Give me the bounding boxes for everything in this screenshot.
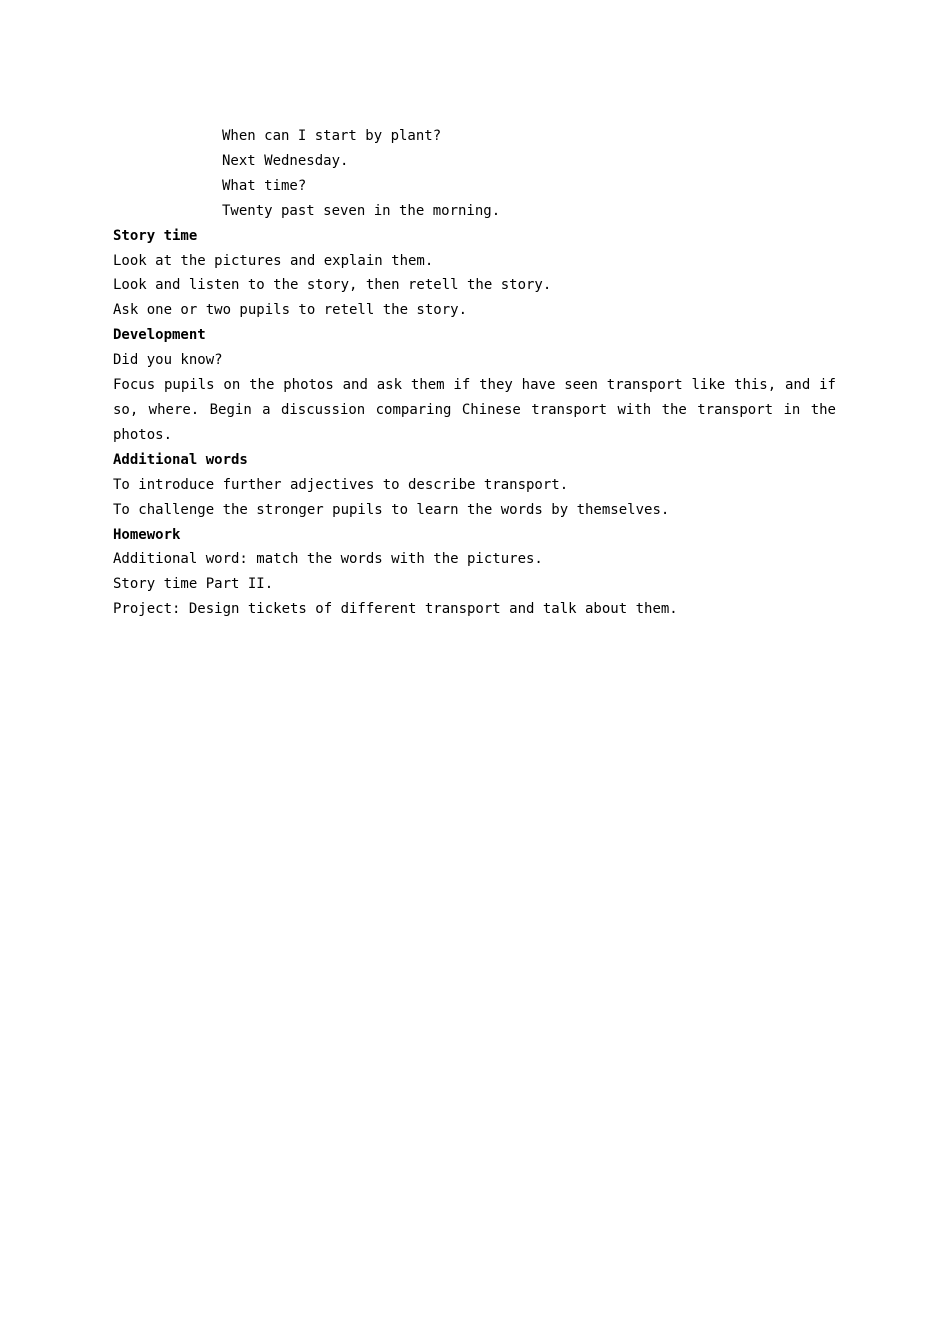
homework-line: Additional word: match the words with the pictures. <box>113 551 543 568</box>
development-paragraph: Focus pupils on the photos and ask them if they have seen transport like this, and if so, where. Begin a discussion comparing Chinese transport with the transport in the photos. <box>113 377 836 443</box>
section-heading-additional-words: Additional words <box>113 451 248 468</box>
development-line: Did you know? <box>113 352 223 369</box>
dialogue-line: When can I start by plant? <box>222 128 442 144</box>
section-heading-story-time: Story time <box>113 227 198 244</box>
story-time-line: Look at the pictures and explain them. <box>113 252 434 269</box>
dialogue-line: Next Wednesday. <box>222 152 349 169</box>
homework-line: Project: Design tickets of different transport and talk about them. <box>113 601 678 618</box>
additional-words-line: To challenge the stronger pupils to learn the words by themselves. <box>113 501 670 518</box>
additional-words-line: To introduce further adjectives to describe transport. <box>113 476 569 493</box>
document-body <box>113 124 836 622</box>
section-heading-development: Development <box>113 327 206 344</box>
dialogue-line: Twenty past seven in the morning. <box>222 202 501 219</box>
story-time-line: Ask one or two pupils to retell the story. <box>113 302 468 319</box>
homework-line: Story time Part II. <box>113 576 274 593</box>
story-time-line: Look and listen to the story, then retell the story. <box>113 277 552 294</box>
section-heading-homework: Homework <box>113 526 181 543</box>
dialogue-line: What time? <box>222 177 307 194</box>
